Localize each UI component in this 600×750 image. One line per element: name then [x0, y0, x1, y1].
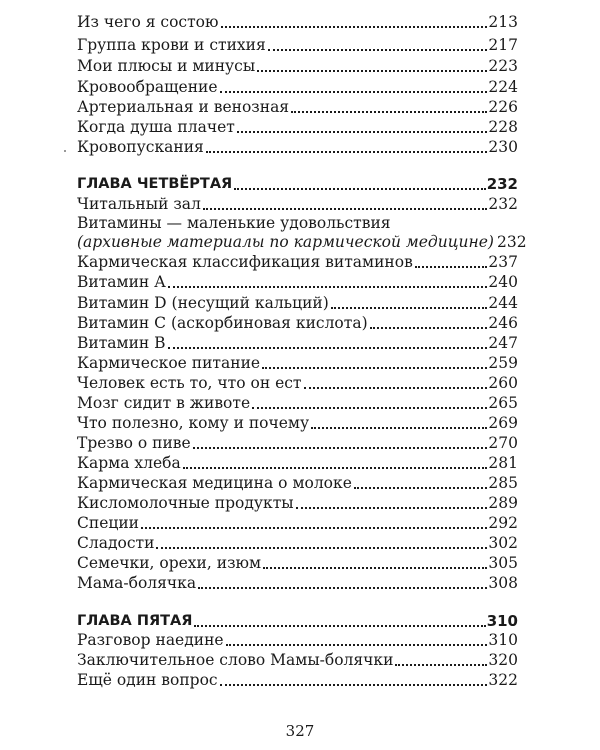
entry-page: 224: [488, 78, 518, 96]
dot-leader: [268, 43, 488, 51]
toc-entry: [77, 77, 518, 97]
toc-entry: [77, 630, 518, 650]
entry-page: 232: [496, 233, 527, 251]
toc-entry: [77, 433, 518, 453]
dot-leader: [415, 260, 488, 268]
entry-title: Кровопускания: [77, 138, 204, 156]
page-number: 327: [285, 722, 315, 740]
chapter-heading: [77, 611, 518, 631]
entry-title: Сладости: [77, 534, 155, 552]
dot-leader: [220, 85, 488, 93]
entry-title: Кармическое питание: [77, 354, 261, 372]
toc-entry: [77, 670, 518, 690]
entry-title: Разговор наедине: [77, 631, 224, 649]
dot-leader: [395, 658, 487, 666]
dot-leader: [311, 421, 487, 429]
dot-leader: [304, 381, 488, 389]
toc-entry: [77, 533, 518, 553]
toc-entry: [77, 232, 527, 252]
entry-title: Витамин А: [77, 273, 166, 291]
dot-leader: [198, 581, 487, 589]
entry-title: Артериальная и венозная: [77, 98, 290, 116]
dot-leader: [331, 301, 488, 309]
entry-title: Кровообращение: [77, 78, 218, 96]
toc-entry: [77, 117, 518, 137]
entry-page: 247: [488, 334, 518, 352]
entry-page: 223: [488, 57, 518, 75]
dot-leader: [193, 441, 488, 449]
entry-page: 230: [488, 138, 518, 156]
entry-title: Витамин В: [77, 334, 166, 352]
entry-title: Человек есть то, что он ест: [77, 374, 302, 392]
entry-page: 289: [488, 494, 518, 512]
entry-page: 228: [488, 118, 518, 136]
entry-title-line: Витамины — маленькие удовольствия: [77, 214, 391, 232]
dot-leader: [291, 105, 487, 113]
toc-entry: [77, 473, 518, 493]
toc-entry: [77, 252, 518, 272]
toc-entry: [77, 650, 518, 670]
entry-page: 260: [488, 374, 518, 392]
entry-title: Трезво о пиве: [77, 434, 191, 452]
entry-page: 270: [488, 434, 518, 452]
dot-leader: [168, 341, 488, 349]
entry-page: 240: [488, 273, 518, 291]
entry-page: 259: [488, 354, 518, 372]
entry-title: Когда душа плачет: [77, 118, 235, 136]
dot-leader: [206, 145, 488, 153]
entry-title: Группа крови и стихия: [77, 36, 266, 54]
entry-page: 246: [488, 314, 518, 332]
entry-title: Мама-болячка: [77, 574, 197, 592]
toc-entry: [77, 333, 518, 353]
entry-title: Мои плюсы и минусы: [77, 57, 256, 75]
dot-leader: [141, 521, 487, 529]
toc-entry: [77, 393, 518, 413]
entry-title: Мозг сидит в животе: [77, 394, 251, 412]
toc-entry: [77, 553, 518, 573]
toc-entry: [77, 272, 518, 292]
dot-leader: [168, 280, 487, 288]
dot-leader: [257, 64, 487, 72]
chapter-page: 232: [486, 175, 518, 193]
entry-title: Специи: [77, 514, 139, 532]
toc-entry: [77, 573, 518, 593]
entry-page: 213: [488, 13, 518, 31]
toc-entry: [77, 194, 518, 214]
chapter-title: ГЛАВА ПЯТАЯ: [77, 613, 193, 629]
toc-entry: [77, 453, 518, 473]
entry-page: 269: [488, 414, 518, 432]
toc-entry: [77, 137, 518, 157]
entry-title: Карма хлеба: [77, 454, 181, 472]
entry-title: Из чего я состою: [77, 13, 219, 31]
entry-page: 226: [488, 98, 518, 116]
entry-page: 322: [488, 671, 518, 689]
entry-title: Что полезно, кому и почему: [77, 414, 310, 432]
entry-title: Кармическая медицина о молоке: [77, 474, 352, 492]
chapter-heading: [77, 174, 518, 194]
toc-entry: [77, 12, 518, 32]
scan-speck: [64, 150, 66, 152]
dot-leader: [234, 182, 485, 190]
entry-title: Семечки, орехи, изюм: [77, 554, 262, 572]
dot-leader: [237, 125, 488, 133]
entry-page: 320: [488, 651, 518, 669]
entry-page: 308: [488, 574, 518, 592]
dot-leader: [296, 501, 488, 509]
toc-entry: [77, 413, 518, 433]
toc-entry: [77, 353, 518, 373]
entry-page: 310: [488, 631, 518, 649]
dot-leader: [156, 541, 487, 549]
entry-page: 237: [488, 253, 518, 271]
entry-page: 265: [488, 394, 518, 412]
entry-title: Ещё один вопрос: [77, 671, 218, 689]
dot-leader: [262, 361, 487, 369]
toc-entry: [77, 313, 518, 333]
toc-entry: [77, 513, 518, 533]
entry-page: 281: [488, 454, 518, 472]
entry-title: Витамин D (несущий кальций): [77, 294, 329, 312]
entry-subtitle: (архивные материалы по кармической медицине): [77, 233, 494, 251]
entry-page: 244: [488, 294, 518, 312]
toc-entry: [77, 97, 518, 117]
toc-entry: [77, 293, 518, 313]
chapter-page: 310: [486, 612, 518, 630]
toc-entry: [77, 373, 518, 393]
entry-page: 292: [488, 514, 518, 532]
dot-leader: [220, 678, 488, 686]
toc-entry: [77, 35, 518, 55]
entry-title: Кармическая классификация витаминов: [77, 253, 413, 271]
dot-leader: [354, 481, 488, 489]
entry-title: Читальный зал: [77, 195, 201, 213]
entry-title: Заключительное слово Мамы-болячки: [77, 651, 394, 669]
chapter-title: ГЛАВА ЧЕТВЁРТАЯ: [77, 176, 233, 192]
dot-leader: [203, 202, 488, 210]
toc-entry: [77, 56, 518, 76]
entry-page: 217: [488, 36, 518, 54]
entry-page: 302: [488, 534, 518, 552]
dot-leader: [370, 321, 488, 329]
entry-title: Кисломолочные продукты: [77, 494, 294, 512]
entry-title: Витамин С (аскорбиновая кислота): [77, 314, 368, 332]
entry-page: 305: [488, 554, 518, 572]
dot-leader: [226, 638, 488, 646]
entry-page: 285: [488, 474, 518, 492]
dot-leader: [263, 561, 487, 569]
dot-leader: [252, 401, 487, 409]
dot-leader: [183, 461, 488, 469]
entry-page: 232: [488, 195, 518, 213]
toc-entry: [77, 493, 518, 513]
dot-leader: [221, 20, 488, 28]
dot-leader: [194, 619, 485, 627]
